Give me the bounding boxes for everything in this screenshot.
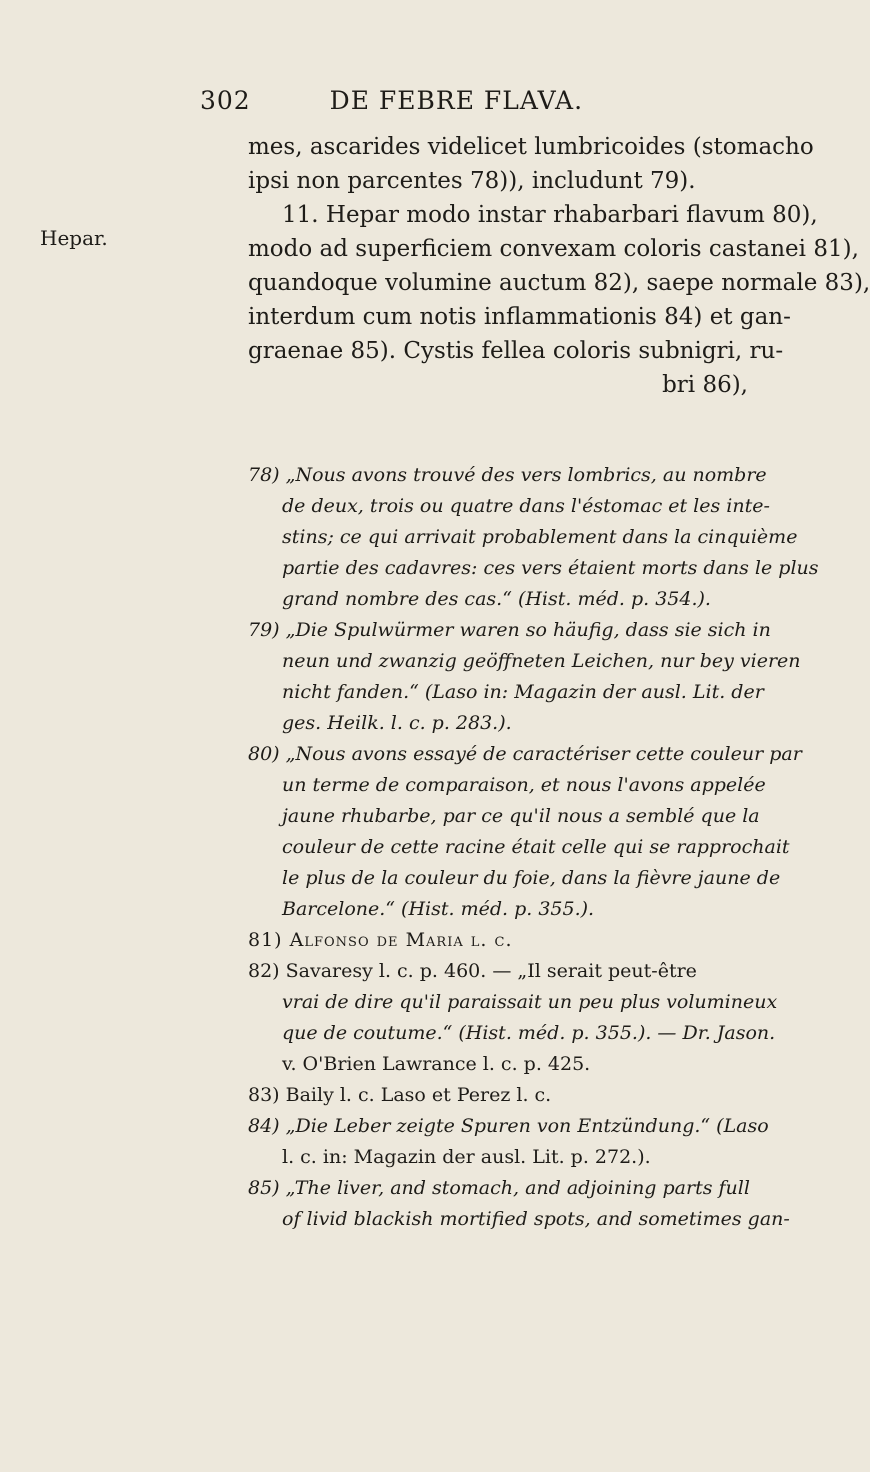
footnote-83 [248,1080,776,1111]
footnote-85 [248,1173,790,1235]
footnote-line: jaune rhubarbe, par ce qu'il nous a semblé que la [282,805,760,827]
page-number: 302 [200,86,251,115]
body-line: interdum cum notis inflammationis 84) et gan- [248,304,791,330]
footnote-line: 78) „Nous avons trouvé des vers lombrics, au nombre [248,464,767,486]
running-title: DE FEBRE FLAVA. [329,86,584,115]
main-text [248,130,870,402]
footnote-line: de deux, trois ou quatre dans l'éstomac et les inte- [282,495,770,517]
footnote-line: neun und zwanzig geöffneten Leichen, nur bey vieren [282,650,801,672]
footnote-line: le plus de la couleur du foie, dans la fièvre jaune de [282,867,781,889]
footnote-line: 83) Baily l. c. Laso et Perez l. c. [248,1084,552,1106]
footnote-line: l. c. in: Magazin der ausl. Lit. p. 272.). [282,1146,651,1168]
footnote-80 [248,739,802,925]
footnote-line: 84) „Die Leber zeigte Spuren von Entzündung.“ (Laso [248,1115,769,1137]
footnote-line: partie des cadavres: ces vers étaient morts dans le plus [282,557,819,579]
footnote-81 [248,925,776,956]
body-line: graenae 85). Cystis fellea coloris subnigri, ru- [248,338,784,364]
footnote-line: stins; ce qui arrivait probablement dans la cinquième [282,526,798,548]
footnote-line: 82) Savaresy l. c. p. 460. — „Il serait peut-être [248,960,697,982]
footnote-line: 80) „Nous avons essayé de caractériser cette couleur par [248,743,802,765]
body-line: mes, ascarides videlicet lumbricoides (stomacho [248,134,814,160]
footnote-79 [248,615,801,739]
footnote-line: ges. Heilk. l. c. p. 283.). [282,712,512,734]
footnote-line: un terme de comparaison, et nous l'avons appelée [282,774,766,796]
body-line: ipsi non parcentes 78)), includunt 79). [248,168,696,194]
footnote-line: 81) Alfonso de Maria l. c. [248,929,513,951]
running-header [200,86,583,115]
body-line: quandoque volumine auctum 82), saepe normale 83), [248,270,870,296]
footnote-78 [248,460,819,615]
footnote-line: couleur de cette racine était celle qui se rapprochait [282,836,790,858]
footnote-line: nicht fanden.“ (Laso in: Magazin der ausl. Lit. der [282,681,764,703]
footnote-82 [248,956,776,1080]
body-line: modo ad superficiem convexam coloris castanei 81), [248,236,859,262]
footnote-line: v. O'Brien Lawrance l. c. p. 425. [282,1053,591,1075]
footnote-line: que de coutume.“ (Hist. méd. p. 355.). — Dr. Jason. [282,1022,776,1044]
body-line: bri 86), [662,372,748,398]
footnote-line: grand nombre des cas.“ (Hist. méd. p. 354.). [282,588,711,610]
footnote-84 [248,1111,776,1173]
footnote-line: 85) „The liver, and stomach, and adjoining parts full [248,1177,750,1199]
body-line: 11. Hepar modo instar rhabarbari flavum 80), [282,202,818,228]
footnotes [248,460,819,1235]
footnote-line: Barcelone.“ (Hist. méd. p. 355.). [282,898,595,920]
footnote-line: vrai de dire qu'il paraissait un peu plus volumineux [282,991,778,1013]
footnote-line: 79) „Die Spulwürmer waren so häufig, dass sie sich in [248,619,771,641]
margin-note: Hepar. [40,226,108,250]
footnote-line: of livid blackish mortified spots, and sometimes gan- [282,1208,790,1230]
